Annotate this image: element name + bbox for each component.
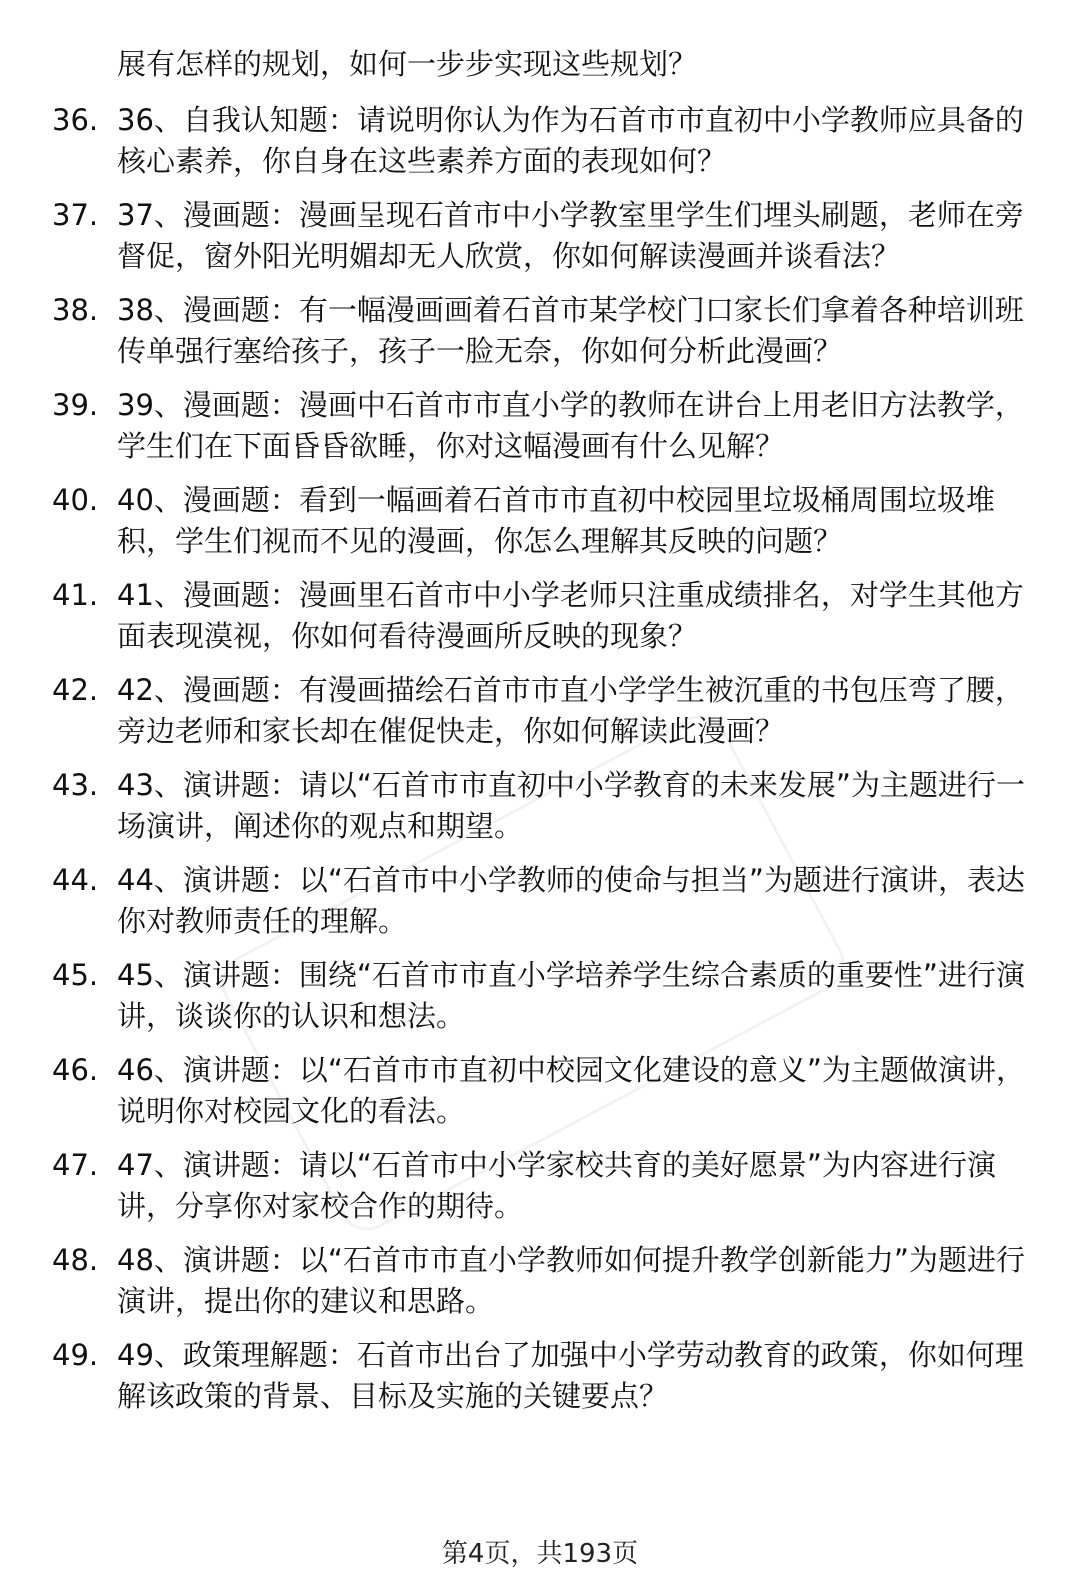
question-number: 39. <box>52 388 99 422</box>
question-text: 39、漫画题：漫画中石首市市直小学的教师在讲台上用老旧方法教学，学生们在下面昏昏欲睡，你对这幅漫画有什么见解？ <box>117 388 1024 463</box>
question-item-44 <box>0 860 1080 942</box>
question-item-45 <box>0 955 1080 1037</box>
question-text: 49、政策理解题：石首市出台了加强中小学劳动教育的政策，你如何理解该政策的背景、目标及实施的关键要点？ <box>117 1338 1024 1413</box>
question-item-36 <box>0 100 1080 182</box>
question-text: 43、演讲题：请以“石首市市直初中小学教育的未来发展”为主题进行一场演讲，阐述你的观点和期望。 <box>117 768 1025 843</box>
question-number: 38. <box>52 293 99 327</box>
page-footer: 第4页，共193页 <box>441 1539 639 1569</box>
question-item-48 <box>0 1240 1080 1322</box>
question-text: 37、漫画题：漫画呈现石首市中小学教室里学生们埋头刷题，老师在旁督促，窗外阳光明媚却无人欣赏，你如何解读漫画并谈看法？ <box>117 198 1024 273</box>
question-item-38 <box>0 290 1080 372</box>
question-item-49 <box>0 1335 1080 1417</box>
question-number: 41. <box>52 578 99 612</box>
question-number: 48. <box>52 1243 99 1277</box>
question-item-47 <box>0 1145 1080 1227</box>
question-item-46 <box>0 1050 1080 1132</box>
question-number: 36. <box>52 103 99 137</box>
continued-question-text: 展有怎样的规划，如何一步步实现这些规划？ <box>117 47 698 81</box>
question-text: 42、漫画题：有漫画描绘石首市市直小学学生被沉重的书包压弯了腰，旁边老师和家长却在催促快走，你如何解读此漫画？ <box>117 673 1024 748</box>
question-item-42 <box>0 670 1080 752</box>
question-text: 48、演讲题：以“石首市市直小学教师如何提升教学创新能力”为题进行演讲，提出你的建议和思路。 <box>117 1243 1025 1318</box>
question-list <box>0 100 1080 1430</box>
question-text: 38、漫画题：有一幅漫画画着石首市某学校门口家长们拿着各种培训班传单强行塞给孩子，孩子一脸无奈，你如何分析此漫画？ <box>117 293 1024 368</box>
question-text: 46、演讲题：以“石首市市直初中校园文化建设的意义”为主题做演讲，说明你对校园文化的看法。 <box>117 1053 1025 1128</box>
question-text: 40、漫画题：看到一幅画着石首市市直初中校园里垃圾桶周围垃圾堆积，学生们视而不见的漫画，你怎么理解其反映的问题？ <box>117 483 995 558</box>
question-number: 42. <box>52 673 99 707</box>
question-item-37 <box>0 195 1080 277</box>
question-number: 40. <box>52 483 99 517</box>
question-item-41 <box>0 575 1080 657</box>
question-number: 43. <box>52 768 99 802</box>
question-number: 49. <box>52 1338 99 1372</box>
question-item-39 <box>0 385 1080 467</box>
question-text: 36、自我认知题：请说明你认为作为石首市市直初中小学教师应具备的核心素养，你自身在这些素养方面的表现如何？ <box>117 103 1024 178</box>
question-number: 46. <box>52 1053 99 1087</box>
question-number: 44. <box>52 863 99 897</box>
question-text: 47、演讲题：请以“石首市中小学家校共育的美好愿景”为内容进行演讲，分享你对家校合作的期待。 <box>117 1148 996 1223</box>
question-number: 45. <box>52 958 99 992</box>
question-item-40 <box>0 480 1080 562</box>
question-text: 41、漫画题：漫画里石首市中小学老师只注重成绩排名，对学生其他方面表现漠视，你如何看待漫画所反映的现象？ <box>117 578 1024 653</box>
question-number: 47. <box>52 1148 99 1182</box>
question-text: 45、演讲题：围绕“石首市市直小学培养学生综合素质的重要性”进行演讲，谈谈你的认识和想法。 <box>117 958 1025 1033</box>
question-text: 44、演讲题：以“石首市中小学教师的使命与担当”为题进行演讲，表达你对教师责任的理解。 <box>117 863 1025 938</box>
question-number: 37. <box>52 198 99 232</box>
question-item-43 <box>0 765 1080 847</box>
